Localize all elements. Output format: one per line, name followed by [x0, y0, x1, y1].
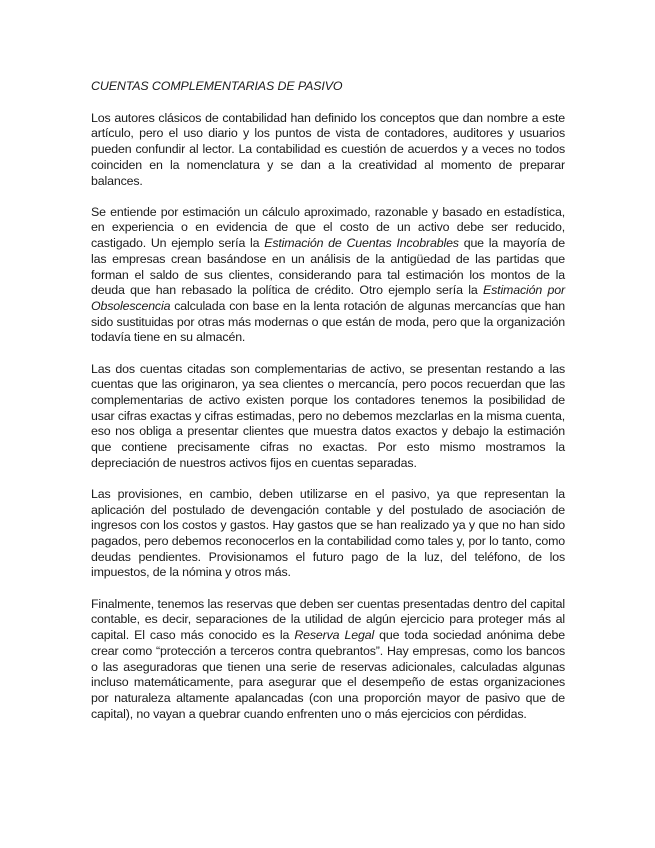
- paragraph-2: [91, 205, 565, 346]
- paragraph-5-emphasis-1: Reserva Legal: [294, 628, 375, 643]
- paragraph-1: Los autores clásicos de contabilidad han definido los conceptos que dan nombre a este artículo, pero el uso diario y los puntos de vista de contadores, auditores y usuarios pueden confundir al lector. La contabilidad es cuestión de acuerdos y a veces no todos coinciden en la nomenclatura y se dan a la creatividad al momento de preparar balances.: [91, 110, 565, 188]
- paragraph-2-emphasis-2: Estimación por Obsolescencia: [91, 283, 565, 313]
- paragraph-2-text-1: Se entiende por estimación un cálculo aproximado, razonable y basado en estadística, en experiencia o en evidencia de que el costo de un activo debe ser reducido, castigado. Un ejemplo sería la: [91, 204, 565, 251]
- paragraph-4: Las provisiones, en cambio, deben utilizarse en el pasivo, ya que representan la aplicación del postulado de devengación contable y del postulado de asociación de ingresos con los costos y gastos. Hay gastos que se han realizado ya y que no han sido pagados, pero debemos reconocerlos en la contabilidad como tales y, por lo tanto, como deudas pendientes. Provisionamos el futuro pago de la luz, del teléfono, de los impuestos, de la nómina y otros más.: [91, 486, 565, 580]
- document-title: CUENTAS COMPLEMENTARIAS DE PASIVO: [91, 79, 343, 93]
- paragraph-5-text-2: que toda sociedad anónima debe crear como “protección a terceros contra quebrantos”. Hay empresas, como los bancos o las aseguradoras que tienen una serie de reservas adicionales, calculadas algunas incluso matemáticamente, para asegurar que el desempeño de estas organizaciones por naturaleza altamente apalancadas (con una proporción mayor de pasivo que de capital), no vayan a quebrar cuando enfrenten uno o más ejercicios con pérdidas.: [91, 628, 565, 721]
- paragraph-2-text-2: que la mayoría de las empresas crean basándose en un análisis de la antigüedad de las partidas que forman el saldo de sus clientes, considerando para tal estimación los montos de la deuda que han rebasado la política de crédito. Otro ejemplo sería la: [91, 236, 565, 298]
- document-page: [91, 79, 565, 738]
- paragraph-5-text-1: Finalmente, tenemos las reservas que deben ser cuentas presentadas dentro del capital contable, es decir, separaciones de la utilidad de algún ejercicio para proteger más al capital. El caso más conocido es la: [91, 596, 565, 643]
- paragraph-5: [91, 597, 565, 723]
- paragraph-2-emphasis-1: Estimación de Cuentas Incobrables: [264, 236, 459, 251]
- paragraph-2-text-3: calculada con base en la lenta rotación de algunas mercancías que han sido sustituidas por otras más modernas o que están de moda, pero que la organización todavía tiene en su almacén.: [91, 298, 565, 345]
- paragraph-3: Las dos cuentas citadas son complementarias de activo, se presentan restando a las cuentas que las originaron, ya sea clientes o mercancía, pero pocos recuerdan que las complementarias de activo existen porque los contadores tenemos la posibilidad de usar cifras exactas y cifras estimadas, pero no debemos mezclarlas en la misma cuenta, eso nos obliga a presentar clientes que muestra datos exactos y debajo la estimación que contiene precisamente cifras no exactas. Por esto mismo mostramos la depreciación de nuestros activos fijos en cuentas separadas.: [91, 361, 565, 470]
